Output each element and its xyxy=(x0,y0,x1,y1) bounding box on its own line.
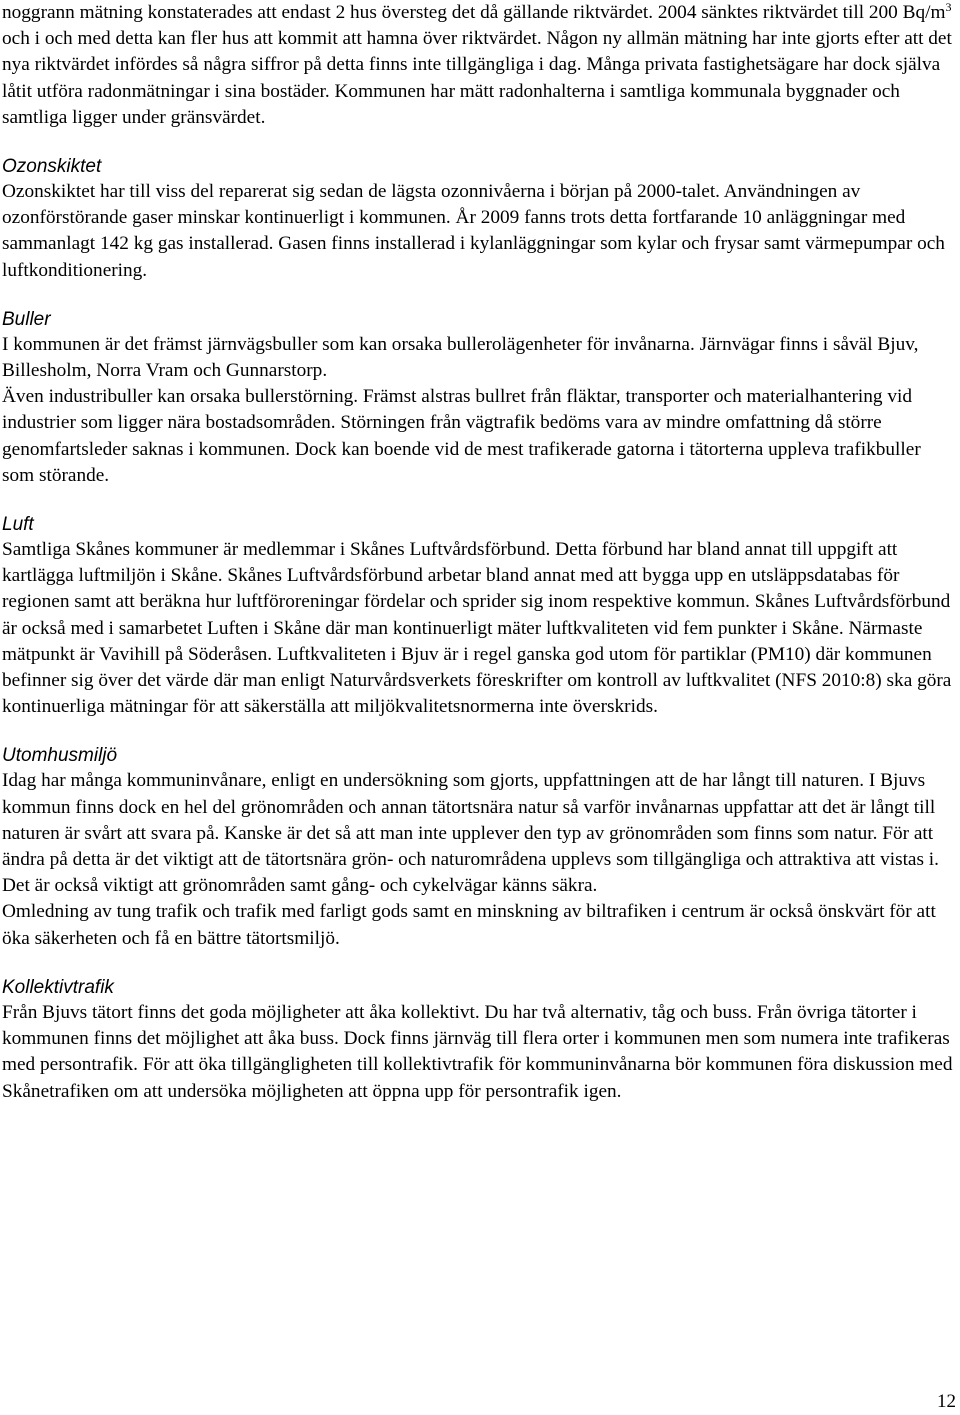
heading-kollektivtrafik: Kollektivtrafik xyxy=(2,976,114,998)
buller-paragraph-2: Även industribuller kan orsaka bullerstörning. Främst alstras bullret från fläktar, transporter och materialhantering vid industrier som ligger nära bostadsområden. Störningen från vägtrafik bedöms vara av mindre omfattning då större genomfartsleder saknas i kommunen. Dock kan boende vid de mest trafikerade gatorna i tätorterna uppleva trafikbuller som störande. xyxy=(2,386,921,486)
luft-paragraph: Samtliga Skånes kommuner är medlemmar i Skånes Luftvårdsförbund. Detta förbund har bland annat till uppgift att kartlägga luftmiljön i Skåne. Skånes Luftvårdsförbund arbetar bland annat med att bygga upp en utsläppsdatabas för regionen samt att beräkna hur luftföroreningar fördelar och sprider sig inom respektive kommun. Skånes Luftvårdsförbund är också med i samarbetet Luften i Skåne där man kontinuerligt mäter luftkvaliteten vid fem punkter i Skåne. Närmaste mätpunkt är Vavihill på Söderåsen. Luftkvaliteten i Bjuv är i regel ganska god utom för partiklar (PM10) där kommunen befinner sig över det värde där man enligt Naturvårdsverkets föreskrifter om kontroll av luftkvalitet (NFS 2010:8) ska göra kontinuerliga mätningar för att säkerställa att miljökvalitetsnormerna inte överskrids. xyxy=(2,539,952,718)
utomhusmiljo-paragraph-1: Idag har många kommuninvånare, enligt en undersökning som gjorts, uppfattningen att de har långt till naturen. I Bjuvs kommun finns dock en hel del grönområden och annan tätortsnära natur så varför invånarnas uppfattar att det är långt till naturen är svårt att svara på. Kanske är det så att man inte upplever den typ av grönområden som finns som natur. För att ändra på detta är det viktigt att de tätortsnära grön- och naturområdena upplevs som tillgängliga och attraktiva att vistas i. Det är också viktigt att grönområden samt gång- och cykelvägar känns säkra. xyxy=(2,770,939,897)
kollektivtrafik-paragraph: Från Bjuvs tätort finns det goda möjligheter att åka kollektivt. Du har två alternativ, tåg och buss. Från övriga tätorter i kommunen finns det möjlighet att åka buss. Dock finns järnväg till flera orter i kommunen men som numera inte trafikeras med persontrafik. För att öka tillgängligheten till kollektivtrafik för kommuninvånarna bör kommunen föra diskussion med Skånetrafiken om att undersöka möjligheten att öppna upp för persontrafik igen. xyxy=(2,1001,953,1102)
buller-paragraph-1: I kommunen är det främst järnvägsbuller som kan orsaka bullerolägenheter för invånarna. Järnvägar finns i såväl Bjuv, Billesholm, Norra Vram och Gunnarstorp. xyxy=(2,333,919,382)
document-page xyxy=(2,0,956,1105)
heading-luft: Luft xyxy=(2,514,34,536)
page-number: 12 xyxy=(937,1391,956,1412)
ozonskiktet-paragraph: Ozonskiktet har till viss del reparerat sig sedan de lägsta ozonnivåerna i början på 2000-talet. Användningen av ozonförstörande gaser minskar kontinuerligt i kommunen. År 2009 fanns trots detta fortfarande 10 anläggningar med sammanlagt 142 kg gas installerad. Gasen finns installerad i kylanläggningar som kylar och frysar samt värmepumpar och luftkonditionering. xyxy=(2,181,945,281)
heading-ozonskiktet: Ozonskiktet xyxy=(2,156,102,178)
cubic-superscript: 3 xyxy=(945,0,952,14)
heading-buller: Buller xyxy=(2,308,51,330)
radon-text-end: och i och med detta kan fler hus att kommit att hamna över riktvärdet. Någon ny allmän mätning har inte gjorts efter att det nya riktvärdet infördes så några siffror på detta finns inte tillgängliga i dag. Många privata fastighetsägare har dock själva låtit utföra radonmätningar i sina bostäder. Kommunen har mätt radonhalterna i samtliga kommunala byggnader och samtliga ligger under gränsvärdet. xyxy=(2,28,952,128)
heading-utomhusmiljo: Utomhusmiljö xyxy=(2,745,118,767)
radon-text-start: noggrann mätning konstaterades att endast 2 hus översteg det då gällande riktvärdet. 2004 sänktes riktvärdet till 200 Bq/m xyxy=(2,2,946,23)
radon-paragraph xyxy=(2,0,956,131)
utomhusmiljo-paragraph-2: Omledning av tung trafik och trafik med farligt gods samt en minskning av biltrafiken i centrum är också önskvärt för att öka säkerheten och få en bättre tätortsmiljö. xyxy=(2,901,936,949)
